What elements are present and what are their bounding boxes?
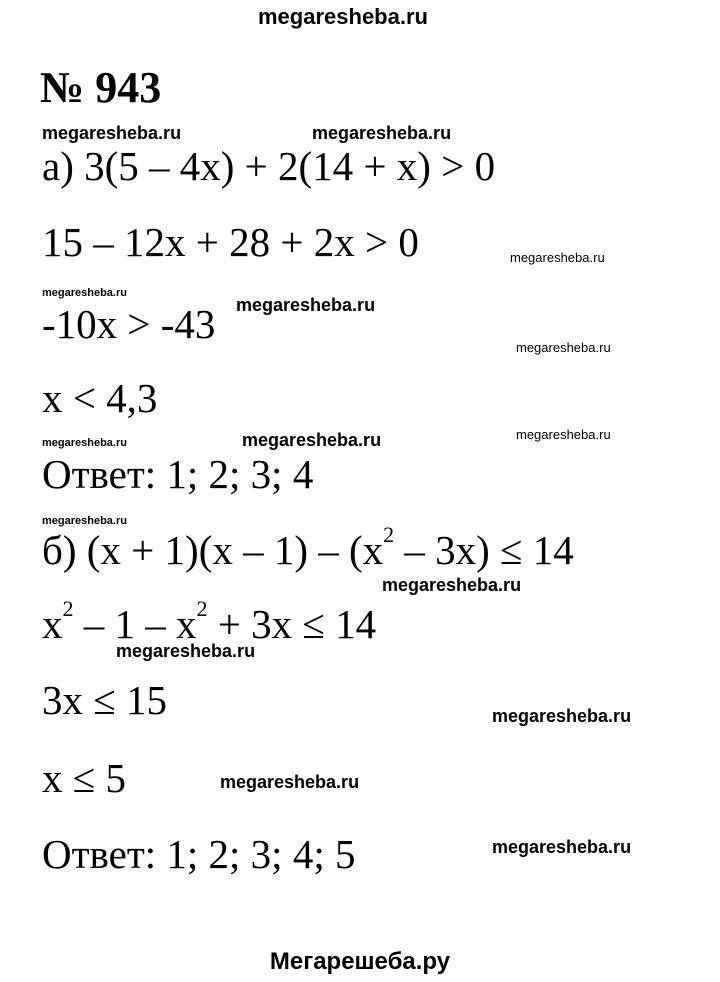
- watermark: megaresheba.ru: [492, 837, 632, 857]
- part-b-line-2: $x^2 - 1 - x^2 + 3x \le 14$: [42, 596, 377, 647]
- part-a-line-4: x < 4,3: [42, 375, 158, 421]
- part-a-answer: Ответ: 1; 2; 3; 4: [42, 451, 314, 497]
- watermark: megaresheba.ru: [242, 430, 382, 450]
- part-b-line-3: 3x ≤ 15: [42, 677, 168, 723]
- watermark: megaresheba.ru: [42, 515, 127, 527]
- header-watermark: megaresheba.ru: [258, 4, 428, 29]
- part-a-line-2: 15 – 12x + 28 + 2x > 0: [42, 219, 419, 265]
- part-a-line-1: а) 3(5 – 4x) + 2(14 + x) > 0: [42, 143, 496, 189]
- watermark: megaresheba.ru: [42, 123, 182, 143]
- watermark: megaresheba.ru: [236, 295, 376, 315]
- watermark: megaresheba.ru: [516, 427, 611, 442]
- footer-watermark: Мегарешеба.ру: [269, 948, 451, 975]
- part-b-line-4: x ≤ 5: [42, 755, 127, 801]
- part-a-line-3: -10x > -43: [42, 301, 216, 347]
- watermark: megaresheba.ru: [42, 287, 127, 299]
- watermark: megaresheba.ru: [116, 641, 256, 661]
- watermark: megaresheba.ru: [312, 123, 452, 143]
- watermark: megaresheba.ru: [42, 437, 127, 449]
- watermark: megaresheba.ru: [382, 575, 522, 595]
- watermark: megaresheba.ru: [492, 706, 632, 726]
- part-b-line-1: б) $(x + 1)(x - 1) - (x^2 - 3x) \le 14$: [42, 522, 574, 573]
- problem-number: № 943: [40, 63, 162, 112]
- watermark: megaresheba.ru: [516, 340, 611, 355]
- watermark: megaresheba.ru: [220, 772, 360, 792]
- watermark: megaresheba.ru: [510, 250, 605, 265]
- part-b-answer: Ответ: 1; 2; 3; 4; 5: [42, 831, 356, 877]
